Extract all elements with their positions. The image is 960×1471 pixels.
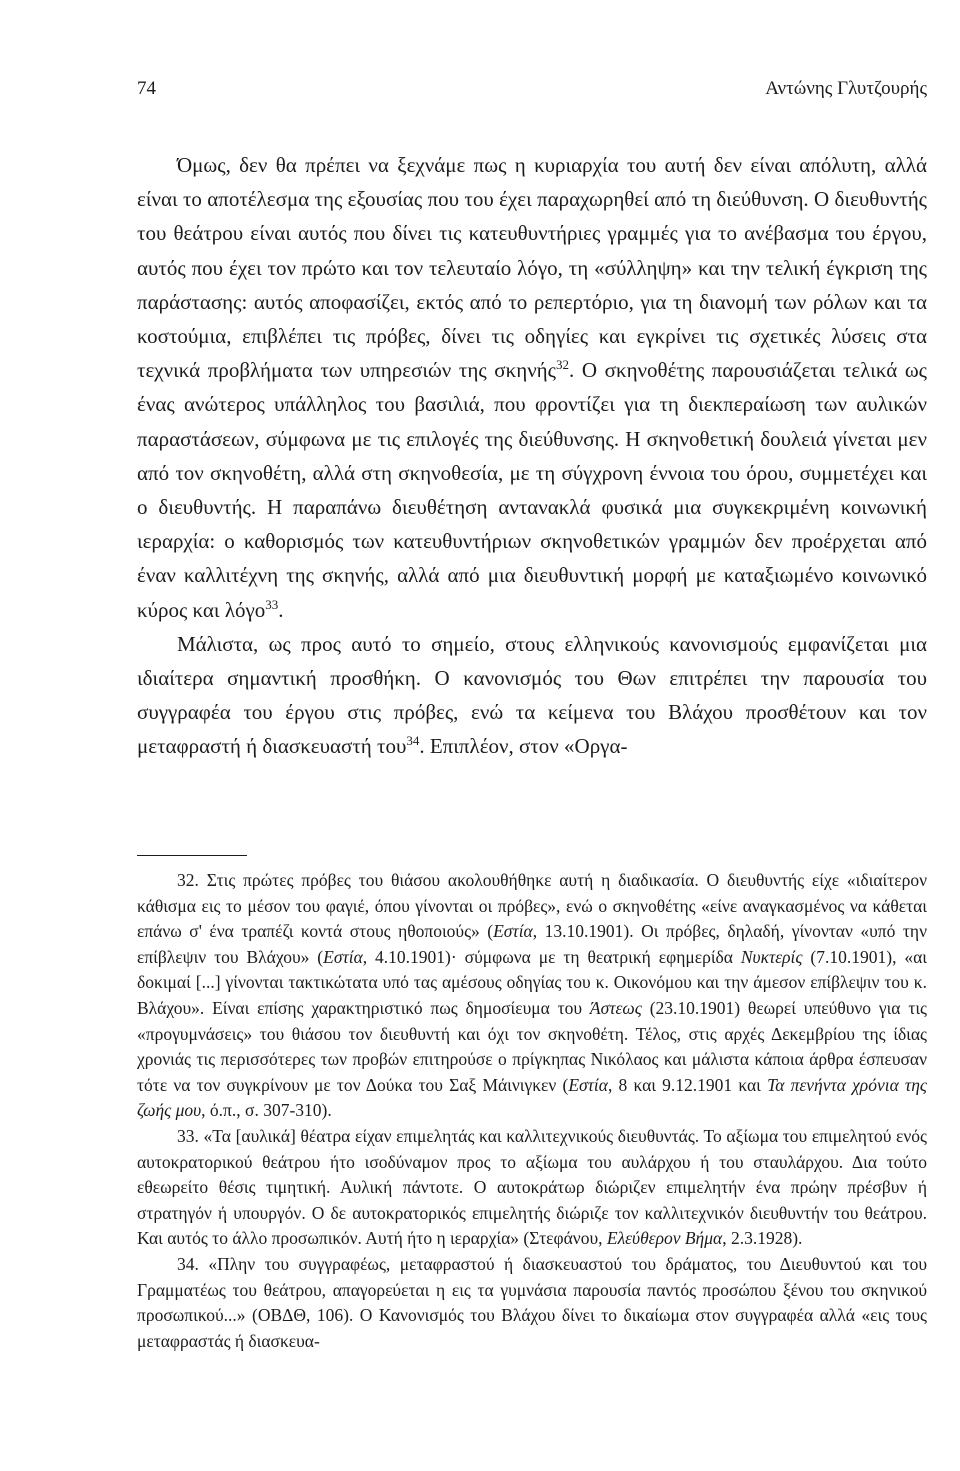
citation-title: Άστεως [589, 997, 642, 1018]
footnote-separator [137, 855, 247, 856]
main-text [137, 148, 927, 764]
footnote-32 [137, 868, 927, 1124]
text-run: , ό.π., σ. 307-310). [201, 1100, 332, 1121]
footnote-ref-34: 34 [406, 733, 420, 749]
text-run: (7.10.1901), «αι δοκιμαί [...] γίνονται τακτικώτατα υπό τας αμέσους οδηγίας του κ. Οικονόμου και την άμεσον επίβλεψιν του κ. Βλάχου». Είναι επίσης χαρακτηριστικό πως δημοσίευμα του [137, 946, 927, 1018]
paragraph [137, 627, 927, 764]
footnote-ref-32: 32 [555, 357, 569, 373]
footnote-33 [137, 1124, 927, 1252]
footnote-ref-33: 33 [265, 596, 279, 612]
citation-title: Νυκτερίς [740, 946, 803, 967]
text-run: , 13.10.1901). Οι πρόβες, δηλαδή, γίνονταν «υπό την επίβλεψιν του Βλάχου» ( [137, 921, 927, 967]
paragraph [137, 148, 927, 627]
text-run: 32. Στις πρώτες πρόβες του θιάσου ακολουθήθηκε αυτή η διαδικασία. Ο διευθυντής είχε «ιδιαίτερον κάθισμα εις το μέσον του φαγιέ, όπου γίνονται οι πρόβες», ενώ ο σκηνοθέτης «είνε αναγκασμένος να κάθεται επάνω σ' ένα τραπέζι κοντά στους ηθοποιούς» ( [137, 870, 927, 942]
citation-title: Εστία [568, 1074, 608, 1095]
footnote-34: 34. «Πλην του συγγραφέως, μεταφραστού ή διασκευαστού του δράματος, του Διευθυντού και του Γραμματέως του θεάτρου, απαγορεύεται η εις τα γυμνάσια παρουσία παντός προσώπου ξένου του σκηνικού προσωπικού...» (ΟΒΔΘ, 106). Ο Κανονισμός του Βλάχου δίνει το δικαίωμα στον συγγραφέα αλλά «εις τους μεταφραστάς ή διασκευα- [137, 1253, 927, 1351]
text-run: . Επιπλέον, στον «Οργα- [419, 734, 628, 759]
citation-title: Ελεύθερον Βήμα [606, 1228, 723, 1249]
text-run: . Ο σκηνοθέτης παρουσιάζεται τελικά ως ένας ανώτερος υπάλληλος του βασιλιά, που φροντίζει για τη διεκπεραίωση των αυλικών παραστάσεων, σύμφωνα με τις επιλογές της διεύθυνσης. Η σκηνοθετική δουλειά γίνεται μεν από τον σκηνοθέτη, αλλά στη σκηνοθεσία, με τη σύγχρονη έννοια του όρου, συμμετέχει και ο διευθυντής. Η παραπάνω διευθέτηση αντανακλά φυσικά μια συγκεκριμένη κοινωνική ιεραρχία: ο καθορισμός των κατευθυντήριων σκηνοθετικών γραμμών δεν προέρχεται από έναν καλλιτέχνη της σκηνής, αλλά από μια διευθυντική μορφή με καταξιωμένο κοινωνικό κύρος και λόγο [137, 358, 927, 622]
text-run: Μάλιστα, ως προς αυτό το σημείο, στους ελληνικούς κανονισμούς εμφανίζεται μια ιδιαίτερα σημαντική προσθήκη. Ο κανονισμός του Θων επιτρέπει την παρουσία του συγγραφέα του έργου στις πρόβες, ενώ τα κείμενα του Βλάχου προσθέτουν και τον μεταφραστή ή διασκευαστή του [137, 631, 927, 759]
footnotes [137, 868, 927, 1354]
text-run: , 2.3.1928). [722, 1228, 803, 1249]
text-run: . [278, 597, 284, 622]
running-header [137, 78, 927, 100]
citation-title: Εστία [493, 921, 533, 942]
text-run: (23.10.1901) θεωρεί υπεύθυνο για τις «προγυμνάσεις» του θιάσου τον διευθυντή και όχι τον σκηνοθέτη. Τέλος, στις αρχές Δεκεμβρίου της ίδιας χρονιάς τις περισσότερες των προβών επιτηρούσε ο πρίγκηπας Νικόλαος και μάλιστα κάποια άρθρα έσπευσαν τότε να τον συγκρίνουν με τον Δούκα του Σαξ Μάινιγκεν ( [137, 997, 927, 1095]
page-number: 74 [137, 78, 156, 99]
text-run: , 4.10.1901)· σύμφωνα με τη θεατρική εφημερίδα [362, 946, 741, 967]
text-run: Όμως, δεν θα πρέπει να ξεχνάμε πως η κυριαρχία του αυτή δεν είναι απόλυτη, αλλά είναι το αποτέλεσμα της εξουσίας που του έχει παραχωρηθεί από τη διεύθυνση. Ο διευθυντής του θεάτρου είναι αυτός που δίνει τις κατευθυντήριες γραμμές για το ανέβασμα του έργου, αυτός που έχει τον πρώτο και τον τελευταίο λόγο, τη «σύλληψη» και την τελική έγκριση της παράστασης: αυτός αποφασίζει, εκτός από το ρεπερτόριο, για τη διανομή των ρόλων και τα κοστούμια, επιβλέπει τις πρόβες, δίνει τις οδηγίες και εγκρίνει τις σχετικές λύσεις στα τεχνικά προβλήματα των υπηρεσιών της σκηνής [137, 153, 927, 383]
text-run: , 8 και 9.12.1901 και [607, 1074, 768, 1095]
text-run: 33. «Τα [αυλικά] θέατρα είχαν επιμελητάς και καλλιτεχνικούς διευθυντάς. Το αξίωμα του επιμελητού ενός αυτοκρατορικού θεάτρου ήτο ισοδύναμον προς το αξίωμα του αυλάρχου ή του σταυλάρχου. Δια τούτο εθεωρείτο θέσις τιμητική. Αυλική πάντοτε. Ο αυτοκράτωρ διώριζεν επιμελητήν ένα πρώην πρέσβυν ή στρατηγόν ή υπουργόν. Ο δε αυτοκρατορικός επιμελητής διώριζε τον καλλιτεχνικόν διευθυντήν του θεάτρου. Και αυτός το άλλο προσωπικόν. Αυτή ήτο η ιεραρχία» (Στεφάνου, [137, 1125, 927, 1249]
citation-title: Τα πενήντα χρόνια της ζωής μου [137, 1074, 927, 1121]
running-head-author: Αντώνης Γλυτζουρής [765, 78, 927, 99]
citation-title: Εστία [323, 946, 363, 967]
